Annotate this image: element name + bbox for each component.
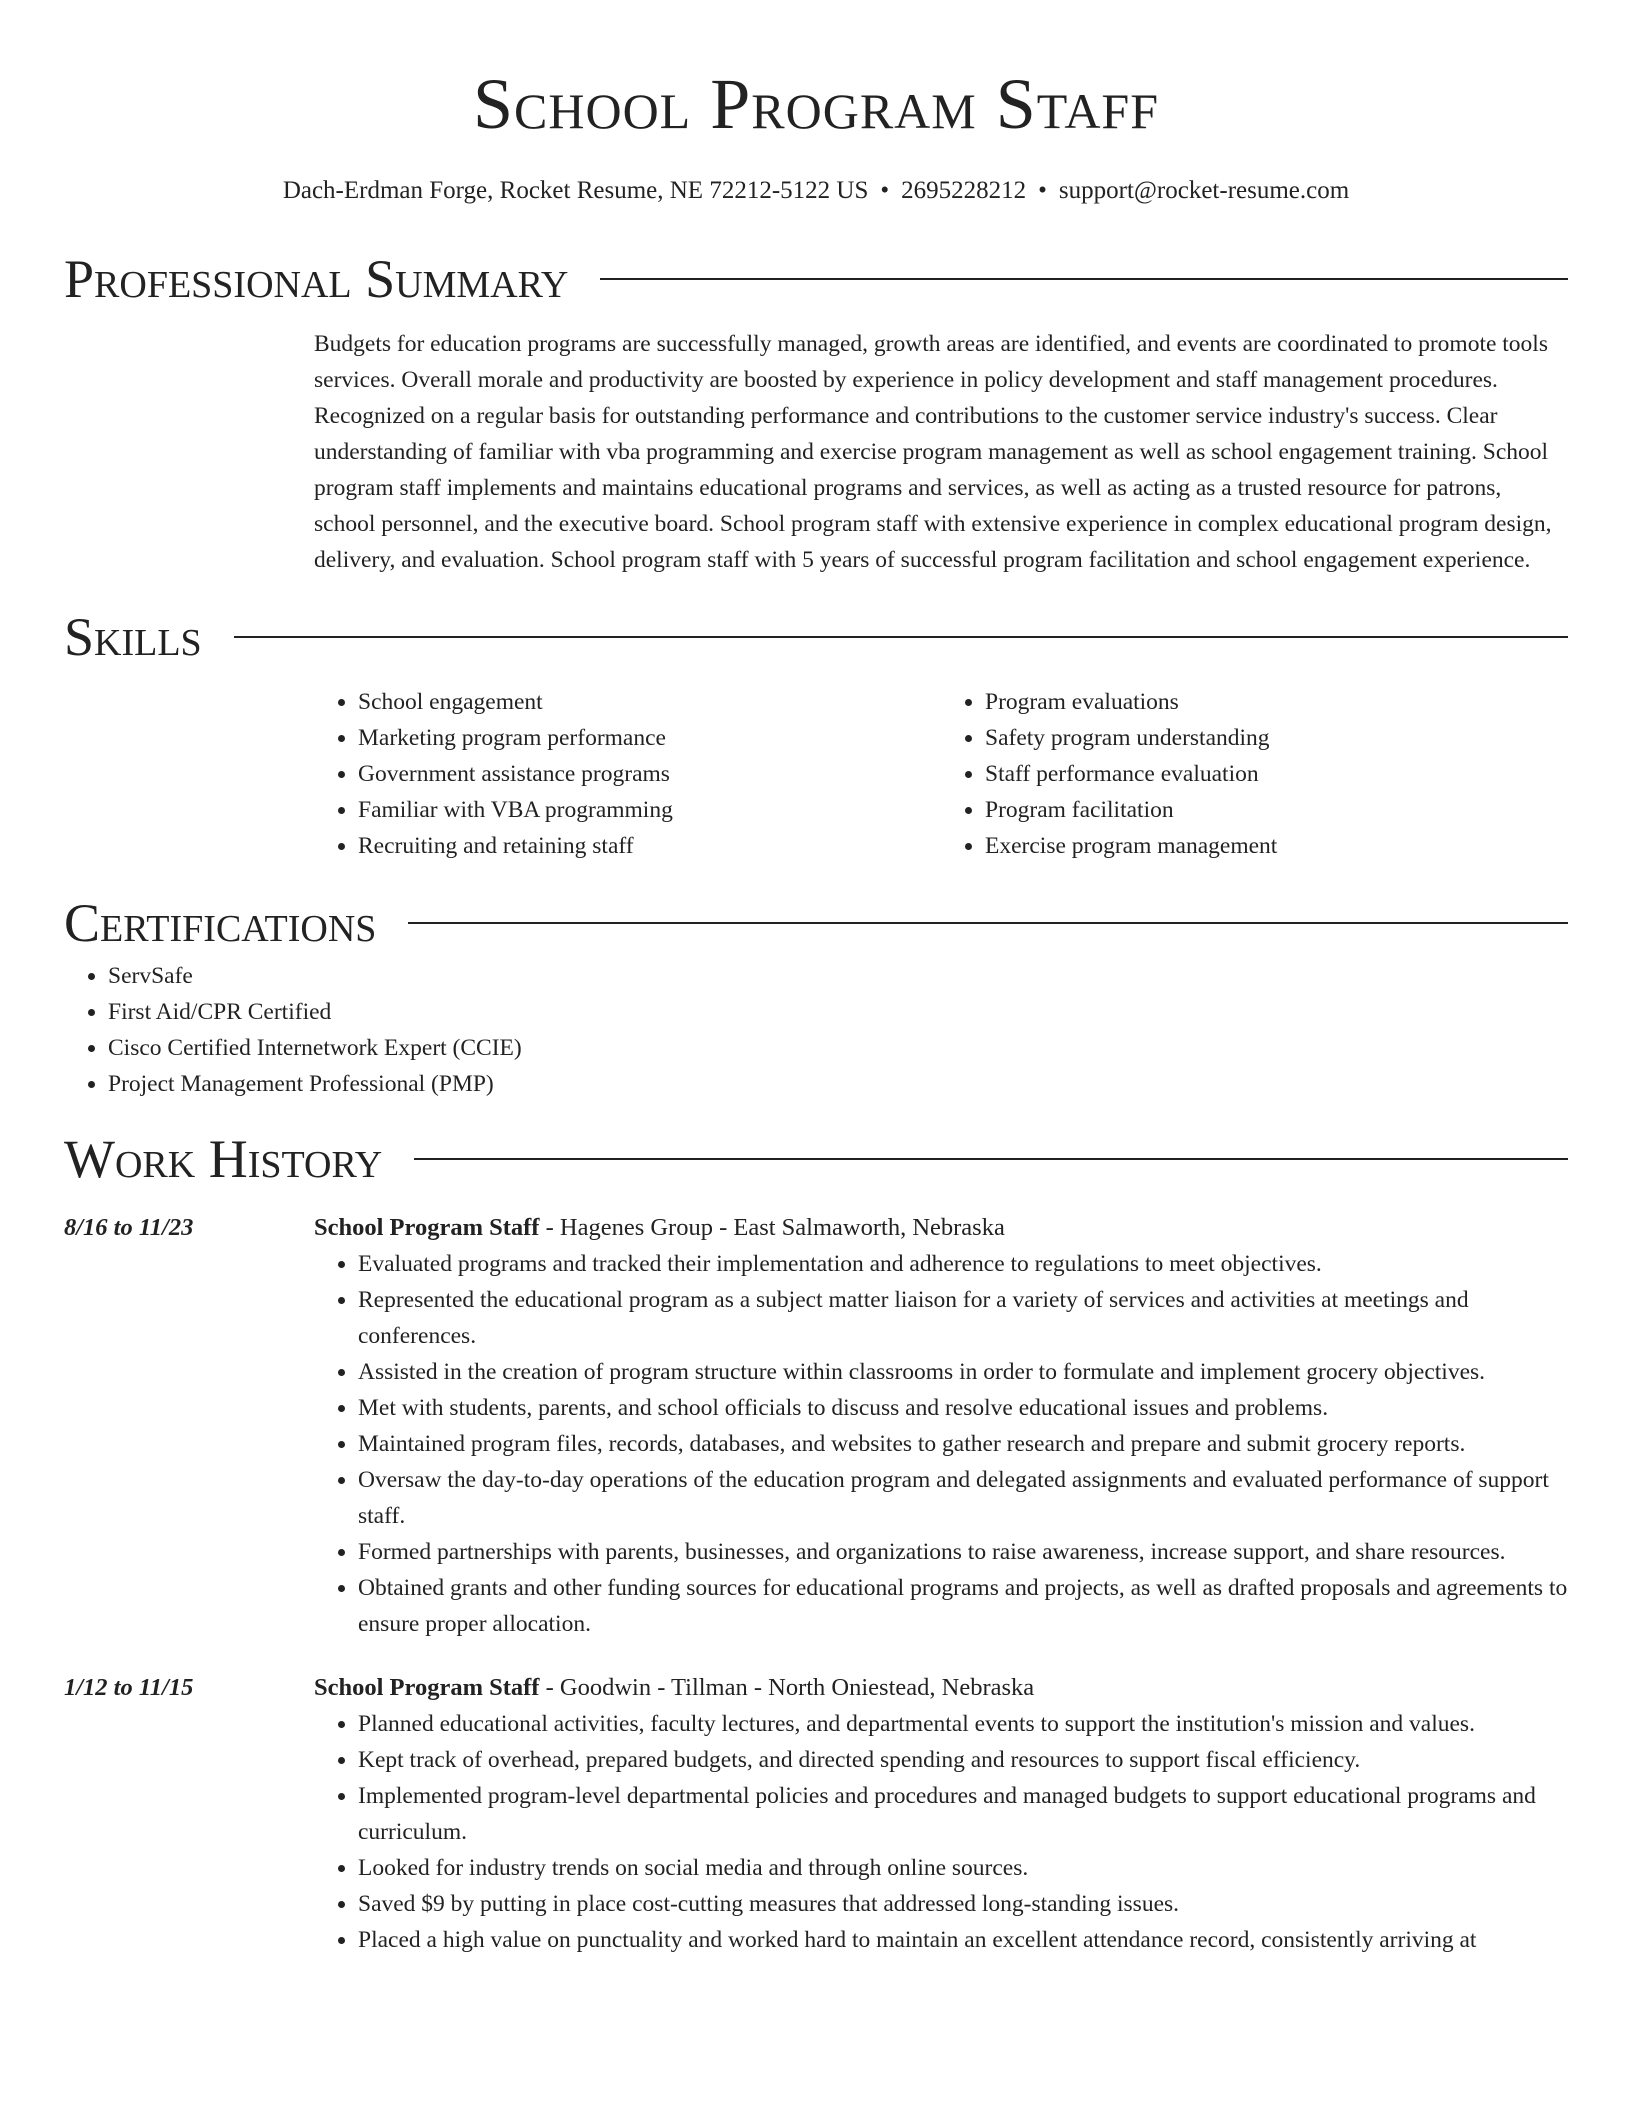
certification-item: • Cisco Certified Internetwork Expert (CCIE) [108,1030,1568,1066]
skill-item: • Exercise program management [985,828,1568,864]
job-bullet: • Assisted in the creation of program structure within classrooms in order to formulate and implement grocery objectives. [358,1354,1568,1390]
job-dates: 8/16 to 11/23 [64,1213,194,1241]
skill-item: • Recruiting and retaining staff [358,828,941,864]
section-title-certifications: Certifications [64,892,377,953]
certifications-list [64,958,1568,1102]
job-title: School Program Staff [314,1213,540,1241]
contact-address: Dach-Erdman Forge, Rocket Resume, NE 72212-5122 US [282,177,869,204]
job-title-line [314,1210,1568,1246]
skills-list-right [941,684,1568,864]
certification-item: • ServSafe [108,958,1568,994]
skill-item: • School engagement [358,684,941,720]
skill-item: • Familiar with VBA programming [358,792,941,828]
section-divider [408,922,1568,924]
skill-item: • Government assistance programs [358,756,941,792]
section-header [64,888,1568,958]
contact-email: support@rocket-resume.com [1058,177,1350,204]
skill-item: • Program evaluations [985,684,1568,720]
job-company-location: - Goodwin - Tillman - North Oniestead, Nebraska [539,1673,1035,1701]
job-bullet: • Met with students, parents, and school officials to discuss and resolve educational issues and problems. [358,1390,1568,1426]
job-dates: 1/12 to 11/15 [64,1673,194,1701]
job-details [314,1670,1568,1958]
job-bullets [314,1246,1568,1642]
section-divider [234,636,1568,638]
certification-item: • First Aid/CPR Certified [108,994,1568,1030]
job-bullet: • Formed partnerships with parents, businesses, and organizations to raise awareness, increase support, and share resources. [358,1534,1568,1570]
job-bullet: • Maintained program files, records, databases, and websites to gather research and prepare and submit grocery reports. [358,1426,1568,1462]
skills-section [64,602,1568,864]
section-title-work-history: Work History [64,1128,383,1189]
job-entry [64,1670,1568,1958]
section-title-summary: Professional Summary [64,249,569,309]
contact-phone: 2695228212 [901,177,1027,204]
section-header [64,602,1568,672]
job-company-location: - Hagenes Group - East Salmaworth, Nebraska [539,1213,1005,1241]
section-title-skills: Skills [64,606,202,667]
summary-section [64,244,1568,578]
skills-grid [314,684,1568,864]
candidate-name: School Program Staff [472,64,1160,144]
job-bullet: • Evaluated programs and tracked their implementation and adherence to regulations to meet objectives. [358,1246,1568,1282]
work-history-section [64,1124,1568,1958]
contact-separator: • [880,177,890,204]
job-bullet: • Saved $9 by putting in place cost-cutting measures that addressed long-standing issues. [358,1886,1568,1922]
job-entry [64,1210,1568,1642]
skills-list-left [314,684,941,864]
job-bullet: • Planned educational activities, faculty lectures, and departmental events to support the institution's mission and values. [358,1706,1568,1742]
job-bullet: • Oversaw the day-to-day operations of the education program and delegated assignments and evaluated performance of support staff. [358,1462,1568,1534]
job-bullets [314,1706,1568,1958]
section-divider [600,278,1568,280]
certification-item: • Project Management Professional (PMP) [108,1066,1568,1102]
section-header [64,1124,1568,1194]
contact-separator: • [1038,177,1047,204]
certifications-section [64,888,1568,1102]
summary-text: Budgets for education programs are successfully managed, growth areas are identified, and events are coordinated to promote tools services. Overall morale and productivity are boosted by experience in policy development and staff management procedures. Recognized on a regular basis for outstanding performance and contributions to the customer service industry's success. Clear understanding of familiar with vba programming and exercise program management as well as school engagement training. School program staff implements and maintains educational programs and services, as well as acting as a trusted resource for patrons, school personnel, and the executive board. School program staff with extensive experience in complex educational program design, delivery, and evaluation. School program staff with 5 years of successful program facilitation and school engagement experience. [314,331,1552,573]
section-header [64,244,1568,314]
job-title-line [314,1670,1568,1706]
contact-line [64,174,1568,208]
skill-item: • Staff performance evaluation [985,756,1568,792]
job-bullet: • Represented the educational program as a subject matter liaison for a variety of services and activities at meetings and conferences. [358,1282,1568,1354]
job-details [314,1210,1568,1642]
job-bullet: • Kept track of overhead, prepared budgets, and directed spending and resources to support fiscal efficiency. [358,1742,1568,1778]
job-bullet: • Looked for industry trends on social media and through online sources. [358,1850,1568,1886]
skill-item: • Safety program understanding [985,720,1568,756]
job-bullet: • Obtained grants and other funding sources for educational programs and projects, as well as drafted proposals and agreements to ensure proper allocation. [358,1570,1568,1642]
skill-item: • Program facilitation [985,792,1568,828]
job-bullet: • Placed a high value on punctuality and worked hard to maintain an excellent attendance record, consistently arriving at [358,1922,1568,1958]
job-bullet: • Implemented program-level departmental policies and procedures and managed budgets to support educational programs and curriculum. [358,1778,1568,1850]
skill-item: • Marketing program performance [358,720,941,756]
section-divider [414,1158,1568,1160]
job-title: School Program Staff [314,1673,540,1701]
